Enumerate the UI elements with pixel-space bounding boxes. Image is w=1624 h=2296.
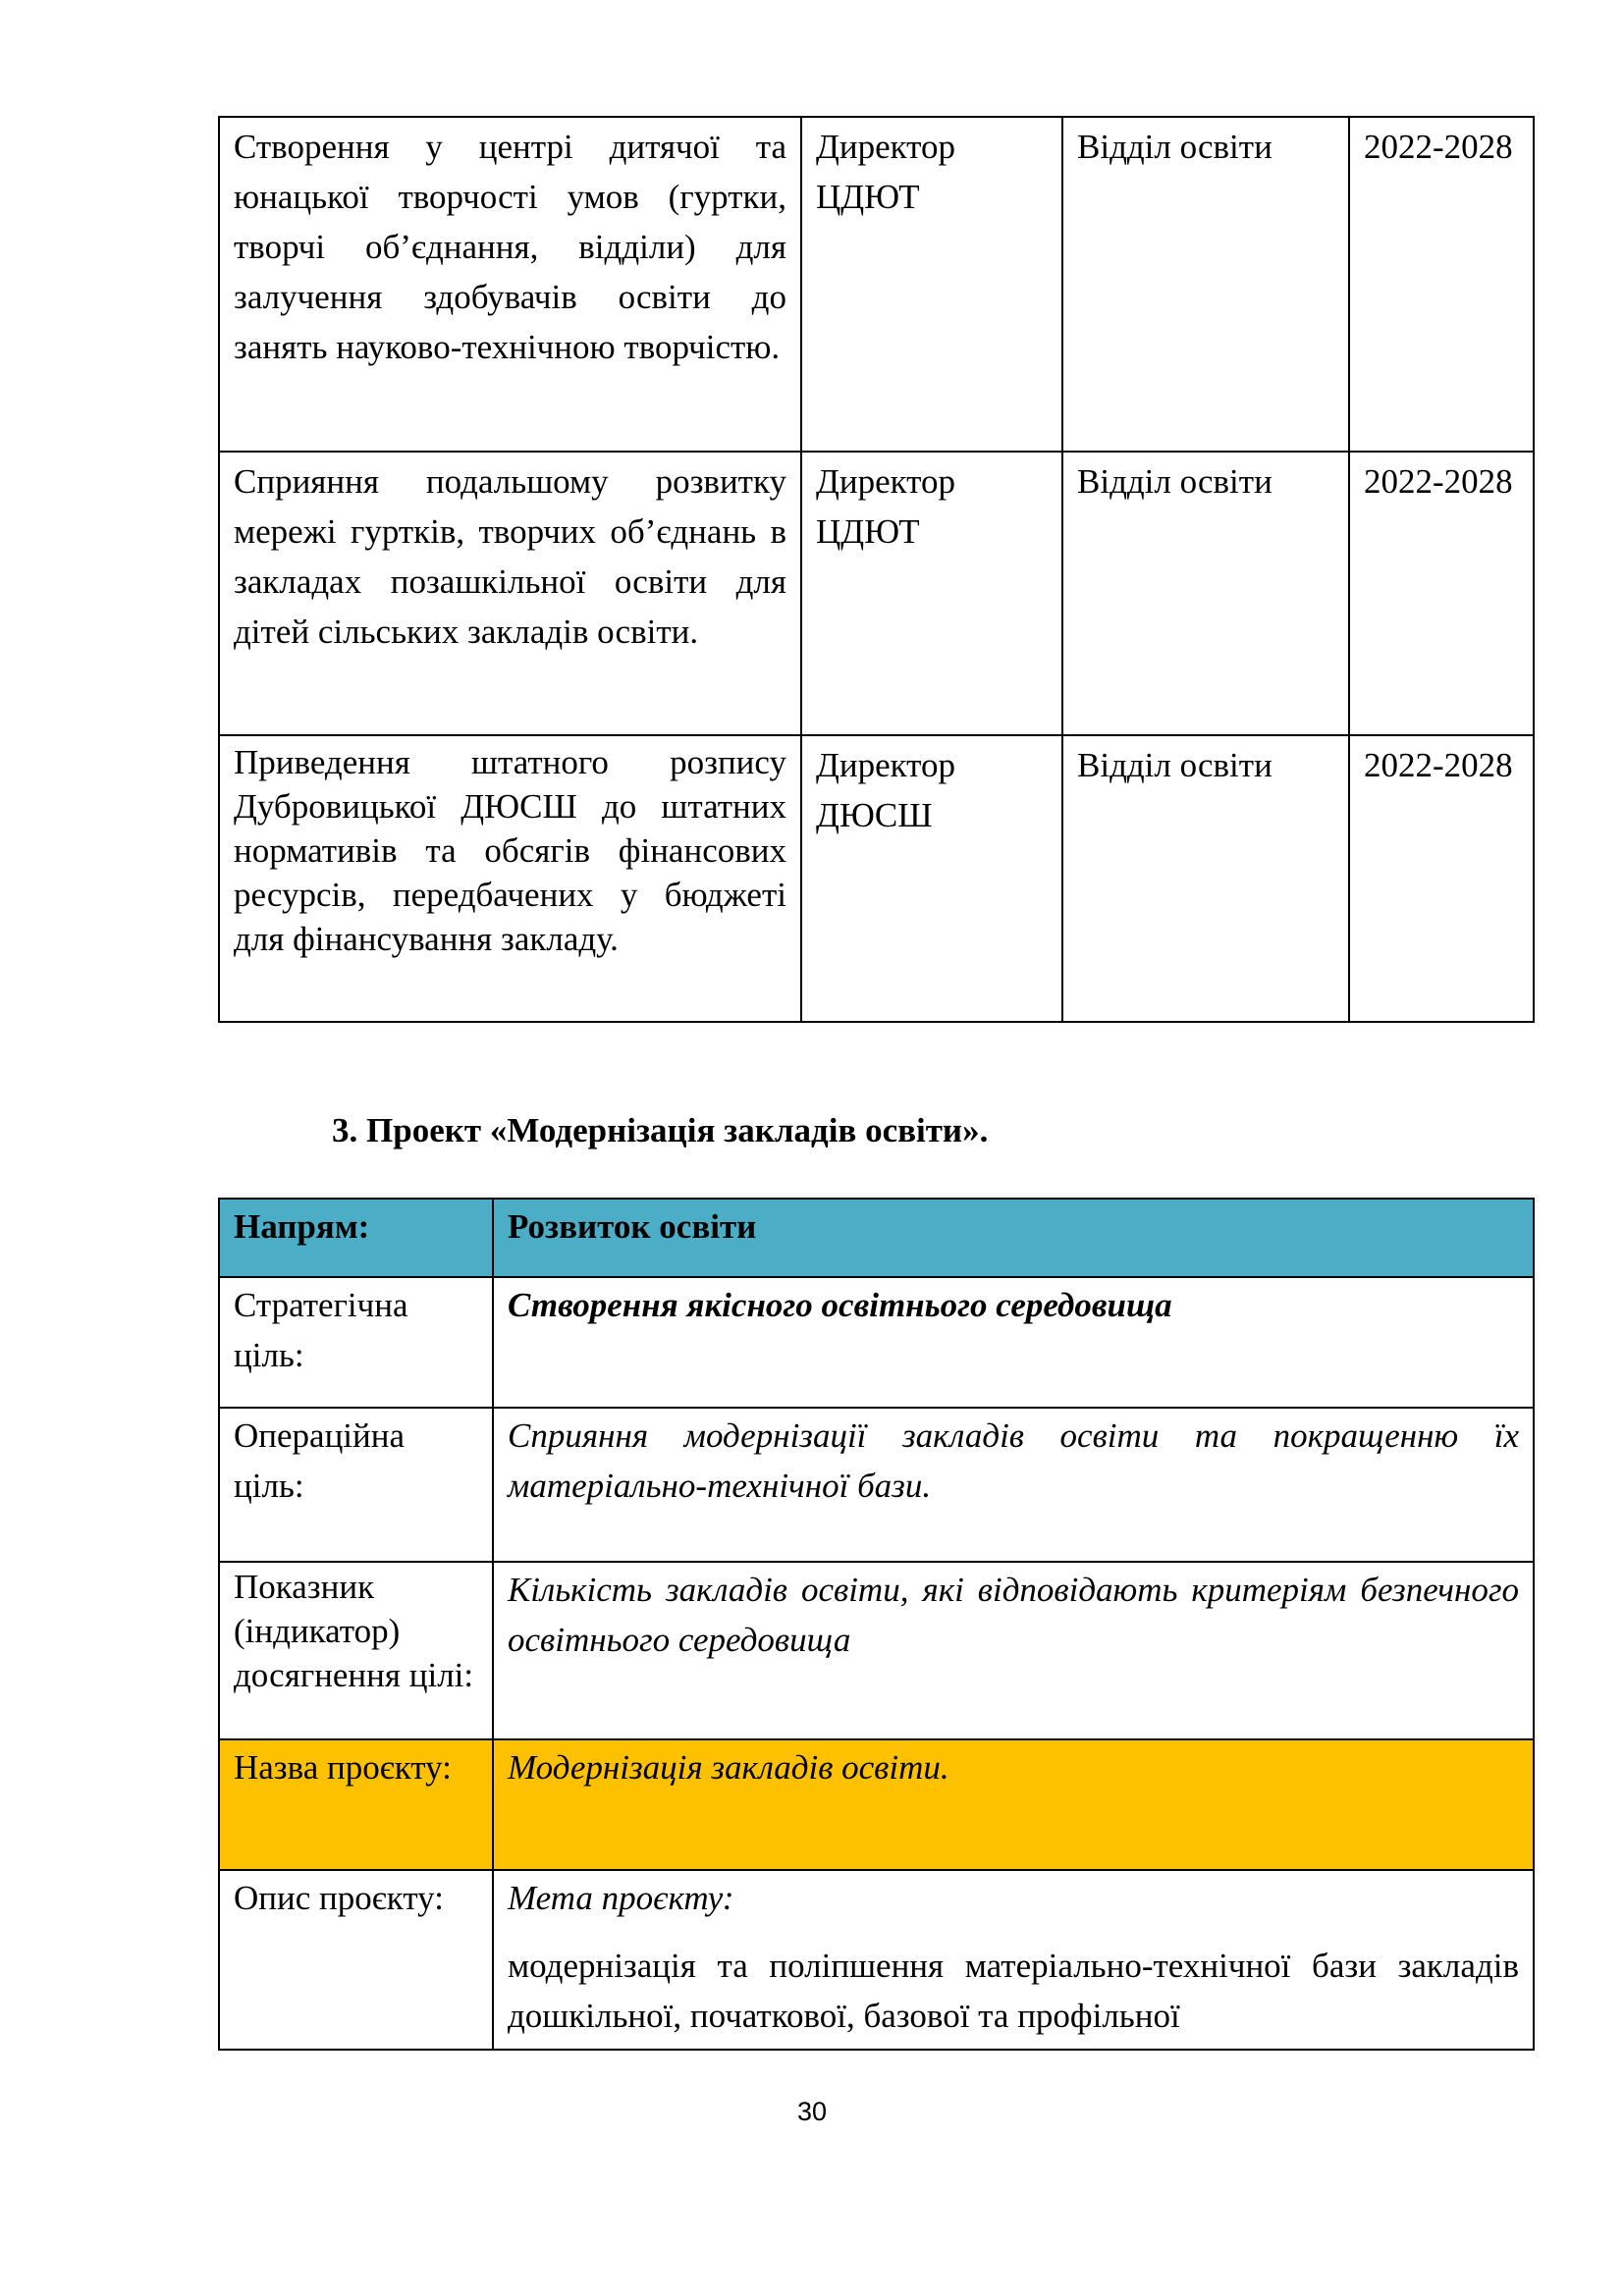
project-passport-table xyxy=(218,1198,1535,2051)
direction-row xyxy=(219,1199,1534,1277)
partner-cell: Відділ освіти xyxy=(1062,735,1349,1022)
indicator-row xyxy=(219,1562,1534,1739)
project-name-label: Назва проєкту: xyxy=(219,1739,493,1870)
indicator-label: Показник (індикатор) досягнення цілі: xyxy=(219,1562,493,1739)
project-name-row xyxy=(219,1739,1534,1870)
section-heading: 3. Проект «Модернізація закладів освіти». xyxy=(332,1111,989,1149)
project-name-value: Модернізація закладів освіти. xyxy=(493,1739,1534,1870)
indicator-value: Кількість закладів освіти, які відповідають критеріям безпечного освітнього середовища xyxy=(493,1562,1534,1739)
table-row xyxy=(219,117,1534,452)
project-purpose-label: Мета проєкту: xyxy=(508,1879,734,1917)
page-number: 30 xyxy=(796,2097,828,2126)
project-description-row xyxy=(219,1870,1534,2050)
partner-cell: Відділ освіти xyxy=(1062,452,1349,735)
table-row xyxy=(219,735,1534,1022)
strategic-goal-row xyxy=(219,1277,1534,1408)
responsible-cell: Директор ЦДЮТ xyxy=(801,117,1062,452)
project-purpose-text: модернізація та поліпшення матеріально-технічної бази закладів дошкільної, початкової, базової та профільної xyxy=(508,1947,1519,2035)
activity-description: Приведення штатного розпису Дубровицької ДЮСШ до штатних нормативів та обсягів фінансових ресурсів, передбачених у бюджеті для фінансування закладу. xyxy=(219,735,801,1022)
period-cell: 2022-2028 xyxy=(1349,452,1534,735)
strategic-goal-label: Стратегічна ціль: xyxy=(219,1277,493,1408)
operational-goal-label: Операційна ціль: xyxy=(219,1408,493,1562)
operational-goal-row xyxy=(219,1408,1534,1562)
project-description-label: Опис проєкту: xyxy=(219,1870,493,2050)
activity-description: Створення у центрі дитячої та юнацької творчості умов (гуртки, творчі об’єднання, відділи) для залучення здобувачів освіти до занять науково-технічною творчістю. xyxy=(219,117,801,452)
activities-table xyxy=(218,116,1535,1023)
responsible-cell: Директор ДЮСШ xyxy=(801,735,1062,1022)
strategic-goal-value: Створення якісного освітнього середовища xyxy=(493,1277,1534,1408)
partner-cell: Відділ освіти xyxy=(1062,117,1349,452)
direction-label: Напрям: xyxy=(219,1199,493,1277)
table-row xyxy=(219,452,1534,735)
period-cell: 2022-2028 xyxy=(1349,735,1534,1022)
direction-value: Розвиток освіти xyxy=(493,1199,1534,1277)
activity-description: Сприяння подальшому розвитку мережі гуртків, творчих об’єднань в закладах позашкільної освіти для дітей сільських закладів освіти. xyxy=(219,452,801,735)
operational-goal-value: Сприяння модернізації закладів освіти та покращенню їх матеріально-технічної бази. xyxy=(493,1408,1534,1562)
responsible-cell: Директор ЦДЮТ xyxy=(801,452,1062,735)
project-description-value xyxy=(493,1870,1534,2050)
period-cell: 2022-2028 xyxy=(1349,117,1534,452)
